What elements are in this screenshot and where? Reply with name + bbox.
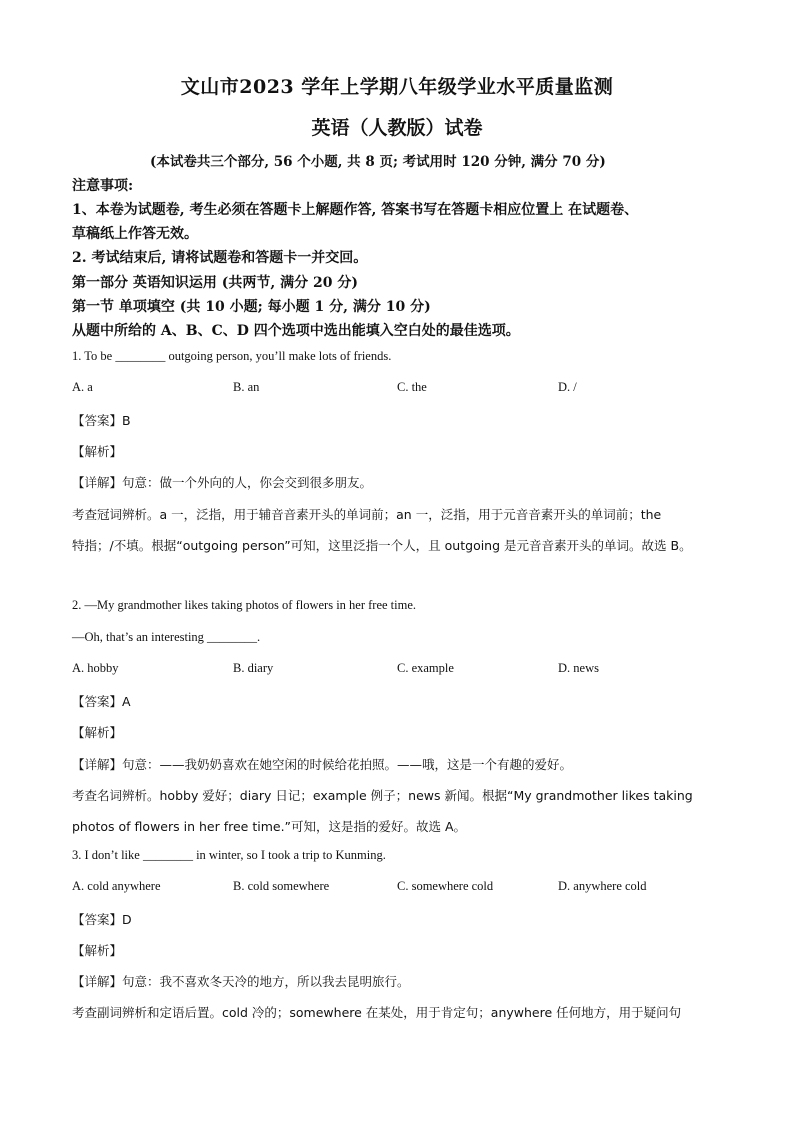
option-d: D. news [558,661,599,675]
exam-title: 文山市2023 学年上学期八年级学业水平质量监测 [180,76,614,98]
question-1-stem: 1. To be ________ outgoing person, you’ll make lots of friends. [72,349,392,363]
question-1-answer: 【答案】B [72,413,131,428]
section-heading: 第一节 单项填空 (共 10 小题; 每小题 1 分, 满分 10 分) [72,299,431,315]
option-c: C. example [397,661,454,675]
question-1-analysis-label: 【解析】 [72,444,123,459]
option-c: C. the [397,380,427,394]
section-instruction: 从题中所给的 A、B、C、D 四个选项中选出能填入空白处的最佳选项。 [72,323,520,339]
question-3-answer: 【答案】D [72,912,132,927]
option-a: A. cold anywhere [72,879,161,893]
notice-heading: 注意事项: [72,178,134,194]
option-a: A. hobby [72,661,119,675]
notice-item-1-line-2: 草稿纸上作答无效。 [72,226,198,242]
question-2-explanation-line-2: photos of flowers in her free time.”可知，这是指的爱好。故选 A。 [72,819,467,834]
notice-item-1-line-1: 1、本卷为试题卷, 考生必须在答题卡上解题作答, 答案书写在答题卡相应位置上 在试题卷、 [72,202,639,218]
option-c: C. somewhere cold [397,879,494,893]
exam-subtitle: 英语（人教版）试卷 [311,117,483,139]
question-2-detail: 【详解】句意：——我奶奶喜欢在她空闲的时候给花拍照。——哦，这是一个有趣的爱好。 [72,757,573,772]
question-2-answer: 【答案】A [72,694,131,709]
question-2-stem-reply: —Oh, that’s an interesting ________. [72,630,261,644]
option-d: D. anywhere cold [558,879,647,893]
question-3-stem: 3. I don’t like ________ in winter, so I took a trip to Kunming. [72,848,386,862]
question-2-stem: 2. —My grandmother likes taking photos of flowers in her free time. [72,598,417,612]
question-1-explanation-line-1: 考查冠词辨析。a 一，泛指，用于辅音音素开头的单词前；an 一，泛指，用于元音音素开头的单词前；the [72,507,662,522]
question-3-analysis-label: 【解析】 [72,943,123,958]
exam-info: (本试卷共三个部分, 56 个小题, 共 8 页; 考试用时 120 分钟, 满分 70 分) [150,154,606,170]
question-3-explanation-line-1: 考查副词辨析和定语后置。cold 冷的；somewhere 在某处，用于肯定句；anywhere 任何地方，用于疑问句 [72,1005,682,1020]
notice-item-2: 2. 考试结束后, 请将试题卷和答题卡一并交回。 [72,250,368,266]
option-b: B. cold somewhere [233,879,330,893]
question-2-explanation-line-1: 考查名词辨析。hobby 爱好；diary 日记；example 例子；news 新闻。根据“My grandmother likes taking [72,788,693,803]
option-b: B. an [233,380,260,394]
part-heading: 第一部分 英语知识运用 (共两节, 满分 20 分) [72,275,358,291]
option-a: A. a [72,380,93,394]
question-1-detail: 【详解】句意：做一个外向的人，你会交到很多朋友。 [72,475,373,490]
option-d: D. / [558,380,577,394]
question-3-detail: 【详解】句意：我不喜欢冬天冷的地方，所以我去昆明旅行。 [72,974,410,989]
option-b: B. diary [233,661,274,675]
question-1-explanation-line-2: 特指；/不填。根据“outgoing person”可知，这里泛指一个人，且 outgoing 是元音音素开头的单词。故选 B。 [72,538,692,553]
question-2-analysis-label: 【解析】 [72,725,123,740]
